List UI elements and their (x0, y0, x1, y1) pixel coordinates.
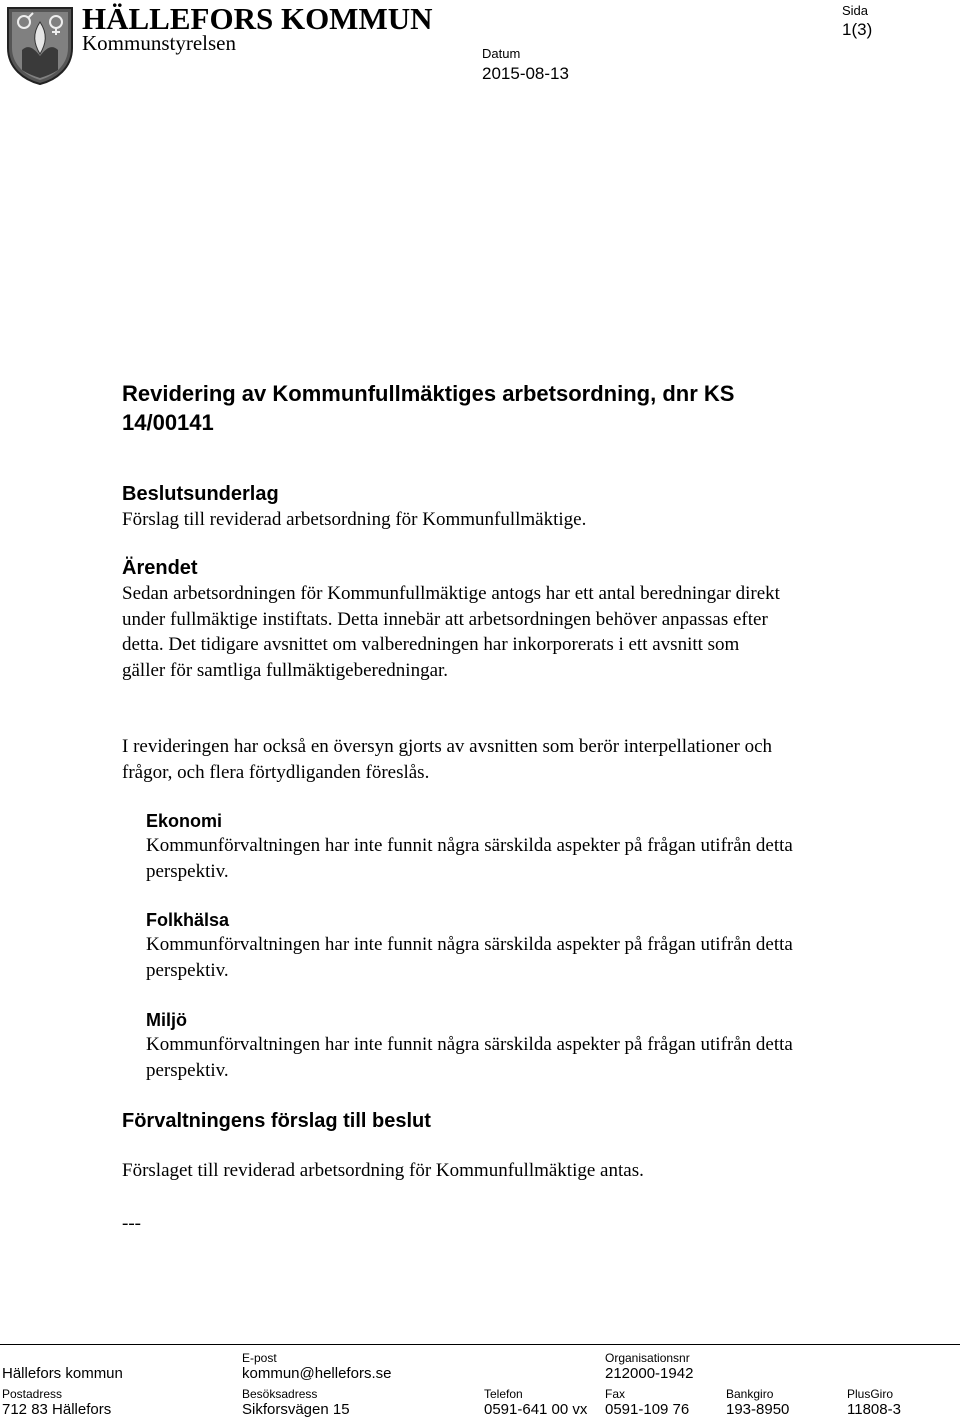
date-value: 2015-08-13 (482, 64, 569, 83)
municipality-coat-of-arms-logo (4, 4, 76, 86)
section-heading-beslutsunderlag: Beslutsunderlag (122, 483, 279, 505)
footer-telefon-value: 0591-641 00 vx (484, 1401, 588, 1418)
section-heading-miljo: Miljö (146, 1010, 187, 1030)
ekonomi-text: Kommunförvaltningen har inte funnit några särskilda aspekter på frågan utifrån detta perspektiv. (146, 835, 793, 882)
beslutsunderlag-text: Förslag till reviderad arbetsordning för Kommunfullmäktige. (122, 509, 587, 530)
footer-besoksadress-value: Sikforsvägen 15 (242, 1401, 350, 1418)
footer-besoksadress-label: Besöksadress (242, 1387, 318, 1401)
forslag-text: Förslaget till reviderad arbetsordning för Kommunfullmäktige antas. (122, 1160, 644, 1181)
footer-plusgiro-label: PlusGiro (847, 1387, 894, 1401)
folkhalsa-text: Kommunförvaltningen har inte funnit några särskilda aspekter på frågan utifrån detta perspektiv. (146, 934, 793, 981)
section-heading-ekonomi: Ekonomi (146, 811, 223, 831)
section-heading-folkhalsa: Folkhälsa (146, 910, 230, 930)
footer-postadress-value: 712 83 Hällefors (2, 1401, 112, 1418)
footer-bankgiro-label: Bankgiro (726, 1387, 774, 1401)
document-title: Revidering av Kommunfullmäktiges arbetsordning, dnr KS 14/00141 (122, 381, 735, 435)
page-number-label: Sida (842, 3, 869, 18)
footer-email-value[interactable]: kommun@hellefors.se (242, 1365, 392, 1382)
end-mark: --- (122, 1213, 141, 1234)
footer-email-label: E-post (242, 1351, 277, 1365)
organization-name: HÄLLEFORS KOMMUN (82, 1, 433, 36)
arendet-paragraph-2: I revideringen har också en översyn gjorts av avsnitten som berör interpellationer och frågor, och flera förtydliganden föreslås. (122, 736, 773, 783)
arendet-paragraph-1: Sedan arbetsordningen för Kommunfullmäktige antogs har ett antal beredningar direkt under fullmäktige instiftats. Detta innebär att arbetsordningen behöver anpassas efter detta. Det tidigare avsnittet om valberedningen har inkorporerats i ett avsnitt som gäller för samtliga fullmäktigeberedningar. (122, 583, 780, 681)
footer-postadress-label: Postadress (2, 1387, 63, 1401)
section-heading-arendet: Ärendet (122, 557, 198, 579)
footer-org-name: Hällefors kommun (2, 1365, 123, 1382)
footer-fax-label: Fax (605, 1387, 626, 1401)
miljo-text: Kommunförvaltningen har inte funnit några särskilda aspekter på frågan utifrån detta perspektiv. (146, 1034, 793, 1081)
footer-plusgiro-value: 11808-3 (847, 1401, 901, 1418)
organization-unit: Kommunstyrelsen (82, 31, 236, 55)
footer-fax-value: 0591-109 76 (605, 1401, 690, 1418)
date-label: Datum (482, 46, 521, 61)
footer-telefon-label: Telefon (484, 1387, 523, 1401)
footer-orgnr-label: Organisationsnr (605, 1351, 690, 1365)
page-number-value: 1(3) (842, 20, 873, 39)
footer-orgnr-value: 212000-1942 (605, 1365, 694, 1382)
footer-bankgiro-value: 193-8950 (726, 1401, 790, 1418)
section-heading-forslag: Förvaltningens förslag till beslut (122, 1110, 431, 1132)
footer-divider (0, 1344, 960, 1345)
